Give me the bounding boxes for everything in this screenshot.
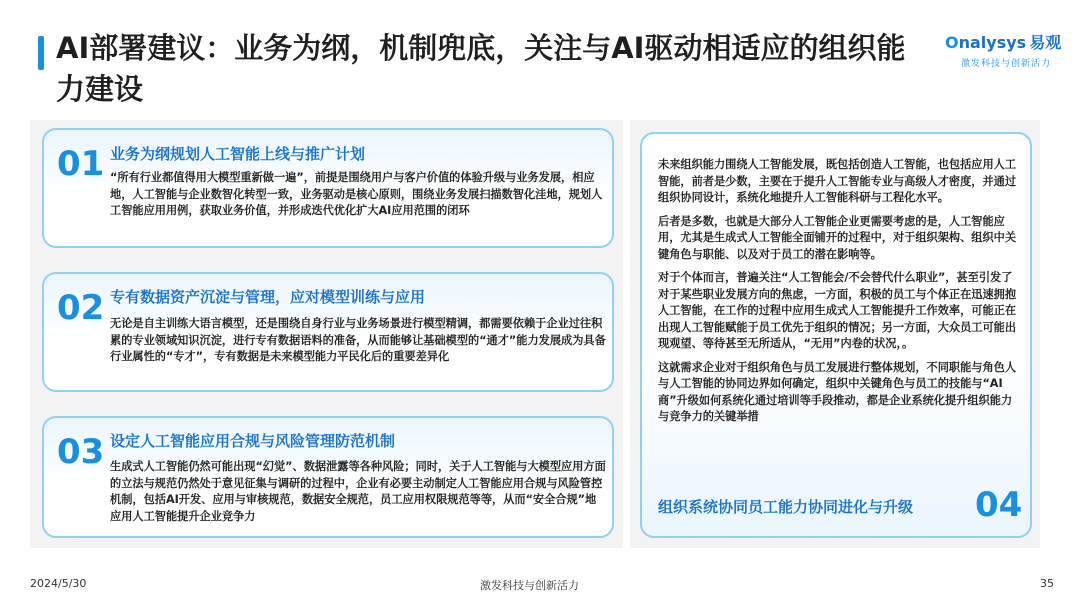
card-04-paragraph: 这就需求企业对于组织角色与员工发展进行整体规划，不同职能与角色人与人工智能的协同边界如何确定，组织中关键角色与员工的技能与“AI商”升级如何系统化通过培训等手段推动，都是企业系统化提升组织能力与竞争力的关键举措 (658, 360, 1017, 423)
card-04-title: 组织系统协同员工能力协同进化与升级 (658, 498, 914, 516)
footer-date: 2024/5/30 (30, 577, 87, 590)
card-04-number: 04 (975, 485, 1023, 525)
card-04-body (658, 157, 1020, 433)
title-accent-bar (38, 36, 44, 70)
footer-tagline: 激发科技与创新活力 (480, 579, 579, 592)
card-04-paragraph: 后者是多数，也就是大部分人工智能企业更需要考虑的是，人工智能应用，尤其是生成式人工智能全面铺开的过程中，对于组织架构、组织中关键角色与职能、以及对于员工的潜在影响等。 (658, 214, 1017, 261)
logo-brand-cn: 易观 (1029, 33, 1062, 52)
card-03-title: 设定人工智能应用合规与风险管理防范机制 (110, 432, 396, 450)
card-02-number: 02 (57, 288, 105, 328)
card-02-body: 无论是自主训练大语言模型，还是围绕自身行业与业务场景进行模型精调，都需要依赖于企业过往积累的专业领域知识沉淀，进行专有数据语料的准备，从而能够让基础模型的“通才”能力发展成为具备行业属性的“专才”，专有数据是未来模型能力平民化后的重要差异化 (110, 317, 606, 363)
card-01-number: 01 (57, 144, 105, 184)
analysys-logo (945, 30, 1065, 74)
card-01-title: 业务为纲规划人工智能上线与推广计划 (110, 145, 366, 163)
page-title: AI部署建议：业务为纲，机制兜底，关注与AI驱动相适应的组织能力建设 (56, 31, 906, 106)
logo-tagline: 激发科技与创新活力 (961, 59, 1052, 69)
logo-brand: nalysys (958, 33, 1027, 52)
card-01-body: “所有行业都值得用大模型重新做一遍”，前提是围绕用户与客户价值的体验升级与业务发展，相应地，人工智能与企业数智化转型一致，业务驱动是核心原则，围绕业务发展扫描数智化洼地，规划人工智能应用用例，获取业务价值，并形成迭代优化扩大AI应用范围的闭环 (110, 171, 603, 217)
card-04-paragraph: 未来组织能力围绕人工智能发展，既包括创造人工智能，也包括应用人工智能，前者是少数，主要在于提升人工智能专业与高级人才密度，并通过组织协同设计，系统化地提升人工智能科研与工程化水平。 (658, 158, 1017, 204)
logo-o-mark: O (945, 33, 959, 52)
card-04-paragraph: 对于个体而言，普遍关注“人工智能会/不会替代什么职业”，甚至引发了对于某些职业发展方向的焦虑，一方面，积极的员工与个体正在迅速拥抱人工智能，在工作的过程中应用生成式人工智能提升工作效率，可能正在出现人工智能赋能于员工优先于组织的情况；另一方面，大众员工可能出现观望、等待甚至无所适从，“无用”内卷的状况，。 (658, 271, 1017, 350)
card-03-number: 03 (57, 432, 105, 472)
logo-wordmark (945, 30, 1061, 53)
page-number: 35 (1040, 577, 1054, 590)
card-03-body: 生成式人工智能仍然可能出现“幻觉”、数据泄露等各种风险；同时，关于人工智能与大模型应用方面的立法与规范仍然处于意见征集与调研的过程中，企业有必要主动制定人工智能应用合规与风险管控机制，包括AI开发、应用与审核规范，数据安全规范，员工应用权限规范等等，从而“安全合规”地应用人工智能提升企业竞争力 (110, 460, 606, 523)
card-02-title: 专有数据资产沉淀与管理，应对模型训练与应用 (110, 288, 426, 306)
